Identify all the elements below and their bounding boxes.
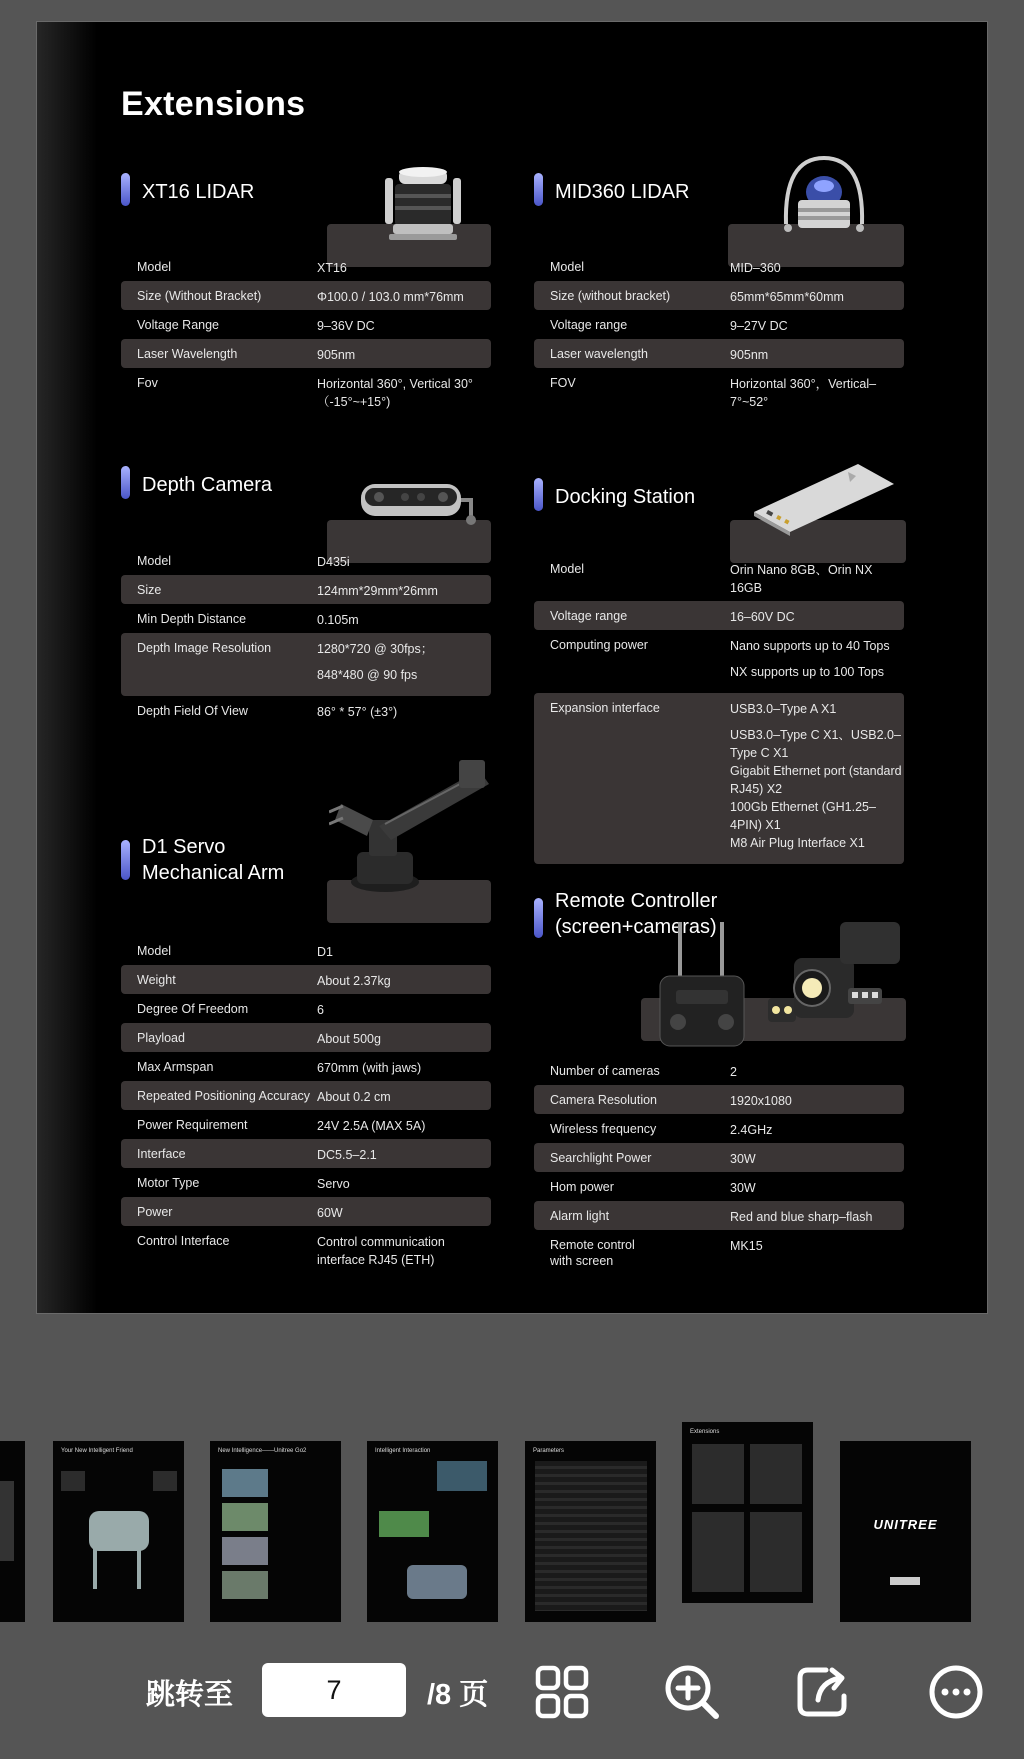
spec-label: Interface [137, 1147, 186, 1161]
spec-label: Size (Without Bracket) [137, 289, 262, 303]
spec-row [121, 1052, 491, 1081]
spec-value-line: 16–60V DC [730, 610, 795, 624]
spec-value-line: 1280*720 @ 30fps； [317, 642, 434, 656]
d1-mechanical-arm-image [329, 750, 493, 920]
page-thumbnail-1[interactable] [0, 1441, 25, 1622]
spec-value [730, 1114, 904, 1143]
spec-row [121, 633, 491, 696]
spec-value-line: Φ100.0 / 103.0 mm*76mm [317, 290, 464, 304]
spec-label: Number of cameras [550, 1064, 660, 1078]
spec-row [121, 1023, 491, 1052]
spec-label: Laser Wavelength [137, 347, 238, 361]
spec-label: Depth Image Resolution [137, 641, 272, 655]
spec-value-line: 30W [730, 1152, 756, 1166]
spec-value-line: 9–27V DC [730, 319, 788, 333]
spec-label: Alarm light [550, 1209, 610, 1223]
spec-value [730, 1143, 904, 1172]
spec-row [534, 1230, 904, 1269]
section-title-line: Docking Station [555, 486, 696, 508]
spec-value-line: 0.105m [317, 613, 359, 627]
spec-value [317, 281, 491, 310]
spec-row [121, 546, 491, 575]
spec-value-line: XT16 [317, 261, 347, 275]
spec-value-line: 86° * 57° (±3°) [317, 705, 398, 719]
section-depth-camera [121, 446, 491, 736]
spec-value [730, 252, 904, 281]
spec-value-line: Nano supports up to 40 Tops [730, 639, 890, 653]
spec-label: Size [137, 583, 162, 597]
spec-value-line: 9–36V DC [317, 319, 375, 333]
remote-controller-spec-table [534, 1056, 904, 1269]
section-title-line: D1 Servo [142, 836, 226, 858]
spec-label: Depth Field Of View [137, 704, 248, 718]
spec-row [534, 1085, 904, 1114]
page-thumbnail-4[interactable]: Intelligent Interaction [367, 1441, 498, 1622]
spec-value [730, 281, 904, 310]
spec-value-line: USB3.0–Type C X1、USB2.0–Type C X1 [730, 728, 901, 760]
spec-row [121, 252, 491, 281]
spec-value [317, 604, 491, 633]
spec-value-line: D435i [317, 555, 350, 569]
spec-value-line: D1 [317, 945, 333, 959]
spec-value [317, 546, 491, 575]
more-options-icon[interactable] [926, 1662, 986, 1722]
spec-value [317, 965, 491, 994]
spec-row [121, 1226, 491, 1273]
spec-value-line: 905nm [317, 348, 356, 362]
spec-row [534, 1114, 904, 1143]
spec-value [730, 1230, 904, 1259]
spec-label: Weight [137, 973, 176, 987]
spec-row [121, 281, 491, 310]
xt16-lidar-image [383, 164, 463, 248]
spec-value-line: 124mm*29mm*26mm [317, 584, 438, 598]
spec-value [317, 936, 491, 965]
remote-controller-image [644, 918, 906, 1058]
spec-value [730, 693, 904, 864]
spec-value [317, 575, 491, 604]
spec-label: Model [137, 260, 172, 274]
section-title-line: Depth Camera [142, 474, 273, 496]
spec-value-line: Red and blue sharp–flash [730, 1210, 873, 1224]
spec-label: Model [550, 260, 585, 274]
spec-label: Wireless frequency [550, 1122, 657, 1136]
spec-value [317, 1081, 491, 1110]
spec-value-line: DC5.5–2.1 [317, 1148, 377, 1162]
section-title [555, 484, 695, 510]
spec-row [121, 1139, 491, 1168]
spec-value-line: NX supports up to 100 Tops [730, 665, 885, 679]
spec-value-line: 100Gb Ethernet (GH1.25–4PIN) X1 [730, 800, 876, 832]
spec-label: Remote control with screen [550, 1238, 635, 1268]
spec-row [121, 936, 491, 965]
spec-value-line: About 2.37kg [317, 974, 391, 988]
spec-value-line: Control communication [317, 1235, 445, 1249]
spec-value-line: 60W [317, 1206, 343, 1220]
spec-label: FOV [550, 376, 576, 390]
spec-label: Voltage range [550, 318, 628, 332]
spec-value-line: Horizontal 360°，Vertical–7°~52° [730, 377, 877, 409]
spec-value-line: 30W [730, 1181, 756, 1195]
spec-value [317, 696, 491, 725]
spec-value [317, 994, 491, 1023]
spec-value-line: About 500g [317, 1032, 381, 1046]
spec-label: Expansion interface [550, 701, 660, 715]
spec-row [121, 1197, 491, 1226]
spec-value [317, 1052, 491, 1081]
spec-row [121, 965, 491, 994]
spec-row [534, 630, 904, 693]
spec-value [730, 554, 904, 601]
jump-to-label: 跳转至 [146, 1679, 234, 1711]
spec-label: Model [137, 554, 172, 568]
spec-row [121, 368, 491, 415]
page-thumbnail-2[interactable]: Your New Intelligent Friend [53, 1441, 184, 1622]
spec-value [730, 310, 904, 339]
spec-label: Power [137, 1205, 173, 1219]
section-title-line: Mechanical Arm [142, 862, 285, 884]
page-thumbnail-5[interactable]: Parameters [525, 1441, 656, 1622]
spec-label: Voltage range [550, 609, 628, 623]
spec-row [534, 601, 904, 630]
depth-camera-image [357, 478, 477, 528]
spec-row [121, 696, 491, 725]
spec-label: Laser wavelength [550, 347, 648, 361]
spec-label: Motor Type [137, 1176, 200, 1190]
spec-label: Model [550, 562, 585, 576]
spec-label: Degree Of Freedom [137, 1002, 249, 1016]
spec-value-line: About 0.2 cm [317, 1090, 391, 1104]
spec-value-line: 848*480 @ 90 fps [317, 668, 418, 682]
docking-station-image [748, 458, 898, 536]
section-title-line: MID360 LIDAR [555, 181, 690, 203]
spec-value-line: 1920x1080 [730, 1094, 792, 1108]
spec-value [730, 368, 904, 415]
spec-label: Model [137, 944, 172, 958]
spec-value-line: Servo [317, 1177, 350, 1191]
xt16-spec-table [121, 252, 491, 415]
docking-station-spec-table [534, 554, 904, 864]
spec-value-line: 6 [317, 1003, 324, 1017]
spec-row [534, 1201, 904, 1230]
spec-value [730, 1056, 904, 1085]
spec-row [534, 339, 904, 368]
spec-label: Power Requirement [137, 1118, 248, 1132]
spec-row [534, 1143, 904, 1172]
section-remote-controller [534, 858, 904, 1278]
spec-label: Hom power [550, 1180, 614, 1194]
spec-value-line: Orin Nano 8GB、Orin NX 16GB [730, 563, 873, 595]
spec-value [317, 1197, 491, 1226]
spec-value-line: MK15 [730, 1239, 763, 1253]
spec-row [534, 368, 904, 415]
spec-row [121, 1110, 491, 1139]
section-docking-station [534, 458, 904, 858]
spec-value [317, 339, 491, 368]
section-title [555, 179, 690, 205]
unitree-logo: UNITREE [873, 1517, 938, 1532]
spec-value-line: 905nm [730, 348, 769, 362]
page-title: Extensions [121, 85, 306, 123]
section-title [142, 179, 254, 205]
spec-label: Size (without bracket) [550, 289, 671, 303]
spec-label: Max Armspan [137, 1060, 214, 1074]
section-mid360-lidar [534, 152, 904, 432]
document-page [36, 21, 988, 1314]
section-title [142, 472, 272, 498]
section-title [142, 834, 284, 886]
spec-row [121, 604, 491, 633]
spec-value-line: Horizontal 360°, Vertical 30° [317, 377, 473, 391]
zoom-in-icon[interactable] [662, 1662, 722, 1722]
page-thumbnail-7[interactable] [840, 1441, 971, 1622]
spec-value [317, 1110, 491, 1139]
spec-row [534, 554, 904, 601]
spec-value [317, 1168, 491, 1197]
spec-row [121, 994, 491, 1023]
section-title-line: (screen+cameras) [555, 916, 717, 938]
spec-label: Repeated Positioning Accuracy [137, 1089, 311, 1103]
spec-value [317, 1023, 491, 1052]
page-thumbnail-6-active[interactable]: Extensions [682, 1422, 813, 1603]
page-number-input[interactable] [262, 1663, 406, 1717]
spec-value [730, 630, 904, 693]
spec-label: Camera Resolution [550, 1093, 657, 1107]
spec-value-line: 670mm (with jaws) [317, 1061, 422, 1075]
spec-value-line: Gigabit Ethernet port (standard RJ45) X2 [730, 764, 902, 796]
spec-row [534, 1056, 904, 1085]
spec-value [730, 601, 904, 630]
spec-label: Playload [137, 1031, 185, 1045]
d1-arm-spec-table [121, 936, 491, 1273]
spec-row [121, 339, 491, 368]
spec-label: Voltage Range [137, 318, 220, 332]
spec-row [534, 693, 904, 864]
spec-value-line: M8 Air Plug Interface X1 [730, 836, 865, 850]
spec-value-line: （-15°~+15°) [317, 395, 391, 409]
spec-row [121, 1081, 491, 1110]
mid360-spec-table [534, 252, 904, 415]
mid360-lidar-image [774, 152, 874, 252]
spec-label: Fov [137, 376, 158, 390]
spec-value [317, 1139, 491, 1168]
spec-value-line: 2 [730, 1065, 737, 1079]
spec-row [121, 575, 491, 604]
spec-value-line: 65mm*65mm*60mm [730, 290, 844, 304]
section-title-line: XT16 LIDAR [142, 181, 255, 203]
section-d1-mechanical-arm [121, 750, 491, 1280]
spec-value [317, 1226, 491, 1273]
spec-value [730, 339, 904, 368]
page-thumbnail-3[interactable]: New Intelligence——Unitree Go2 [210, 1441, 341, 1622]
spec-value-line: MID–360 [730, 261, 781, 275]
spec-row [534, 252, 904, 281]
spec-value [730, 1172, 904, 1201]
spec-value [730, 1201, 904, 1230]
spec-value-line: interface RJ45 (ETH) [317, 1253, 435, 1267]
depth-camera-spec-table [121, 546, 491, 725]
spec-value [317, 368, 491, 415]
spec-label: Computing power [550, 638, 648, 652]
section-title-line: Remote Controller [555, 890, 718, 912]
spec-label: Control Interface [137, 1234, 230, 1248]
spec-row [121, 1168, 491, 1197]
spec-row [534, 1172, 904, 1201]
spec-row [121, 310, 491, 339]
section-xt16-lidar [121, 152, 491, 432]
spec-label: Min Depth Distance [137, 612, 247, 626]
spec-label: Searchlight Power [550, 1151, 652, 1165]
spec-value-line: USB3.0–Type A X1 [730, 702, 837, 716]
spec-value-line: 24V 2.5A (MAX 5A) [317, 1119, 426, 1133]
spec-row [534, 281, 904, 310]
spec-value [317, 252, 491, 281]
spec-value [317, 310, 491, 339]
share-icon[interactable] [792, 1662, 852, 1722]
total-pages-label: /8 页 [427, 1679, 489, 1711]
spec-value [317, 633, 491, 696]
spec-value-line: 2.4GHz [730, 1123, 773, 1137]
spec-value [730, 1085, 904, 1114]
spec-row [534, 310, 904, 339]
grid-view-icon[interactable] [532, 1662, 592, 1722]
